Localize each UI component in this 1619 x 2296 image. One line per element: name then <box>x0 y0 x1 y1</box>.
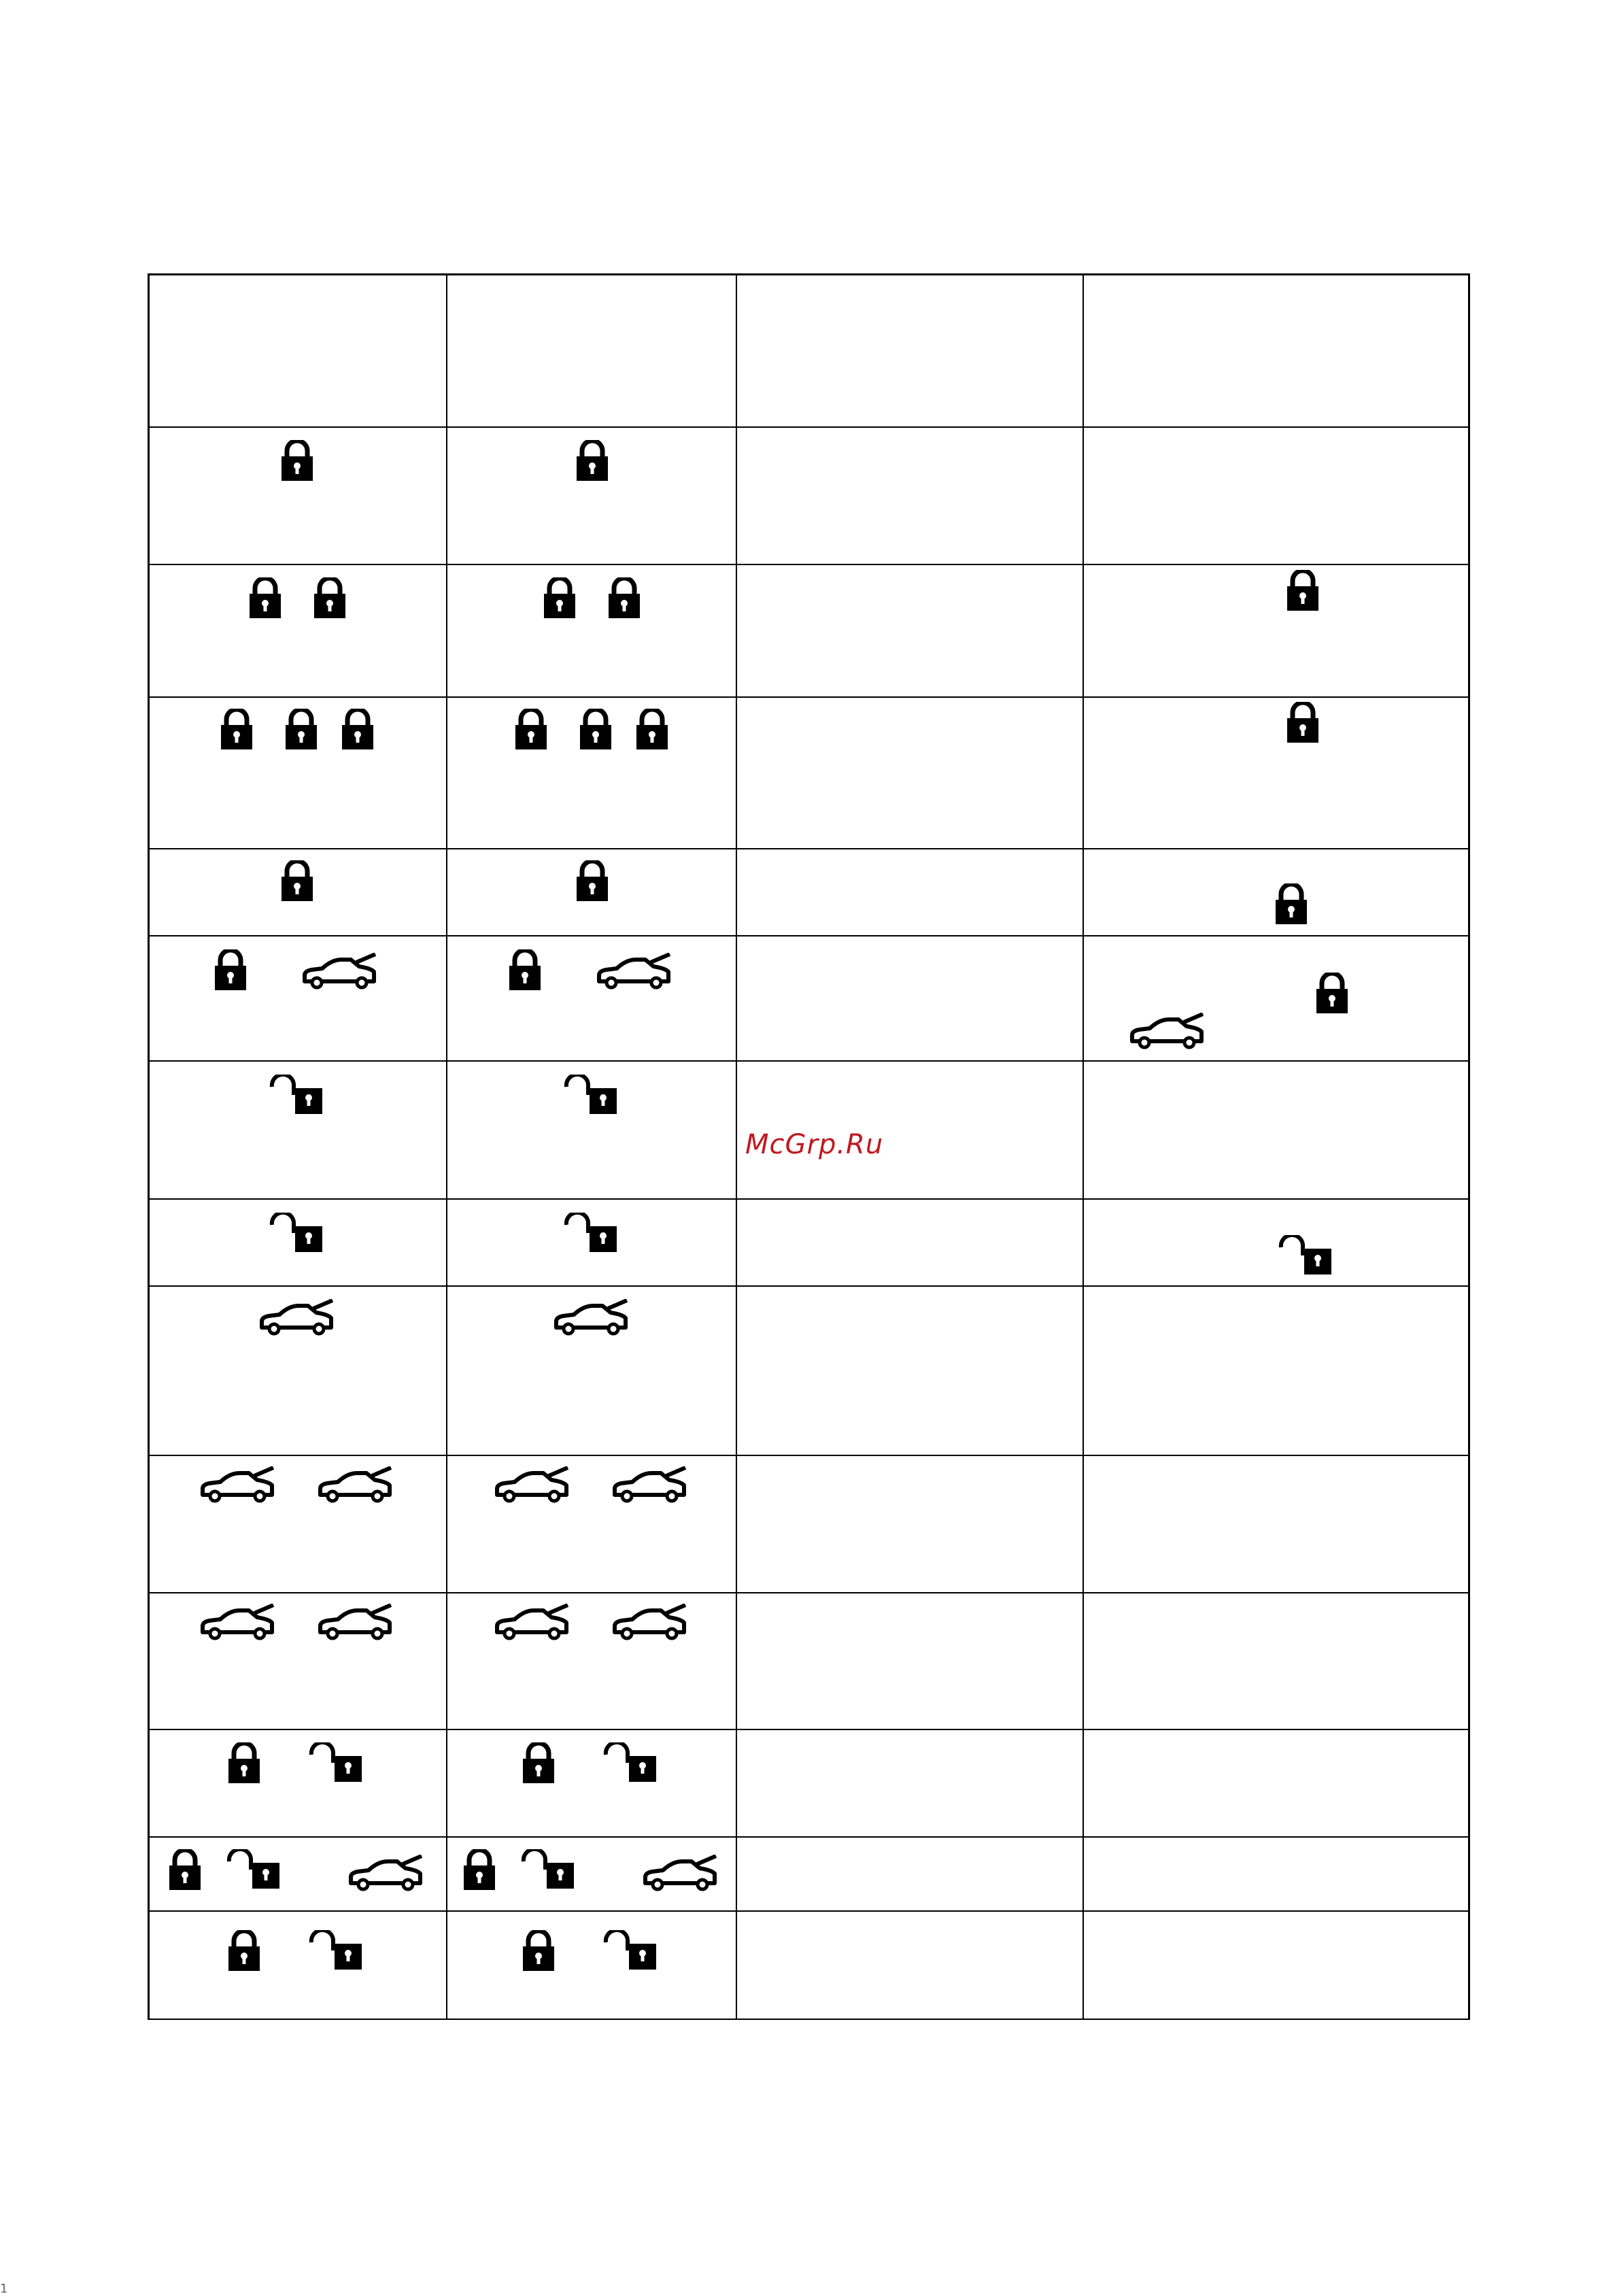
car-trunk-icon <box>302 953 379 991</box>
unlock-icon <box>1278 1235 1334 1276</box>
lock-icon <box>221 709 252 749</box>
lock-icon <box>609 577 640 618</box>
row-divider <box>148 1285 1470 1287</box>
table-border-left <box>148 273 150 2020</box>
unlock-icon <box>521 1849 577 1890</box>
car-trunk-icon <box>643 1855 720 1893</box>
lock-icon <box>228 1930 260 1971</box>
lock-icon <box>1276 883 1307 924</box>
unlock-icon <box>564 1213 619 1253</box>
row-divider <box>148 1060 1470 1062</box>
car-trunk-icon <box>494 1604 572 1642</box>
unlock-icon <box>309 1930 364 1971</box>
car-trunk-icon <box>200 1604 277 1642</box>
row-divider <box>148 1729 1470 1730</box>
lock-icon <box>577 860 608 901</box>
row-divider <box>148 848 1470 849</box>
lock-icon <box>544 577 575 618</box>
car-trunk-icon <box>318 1466 395 1504</box>
lock-icon <box>314 577 345 618</box>
lock-icon <box>250 577 281 618</box>
lock-icon <box>228 1742 260 1783</box>
row-divider <box>148 935 1470 936</box>
car-trunk-icon <box>612 1604 689 1642</box>
car-trunk-icon <box>348 1855 426 1893</box>
unlock-icon <box>603 1742 659 1783</box>
unlock-icon <box>564 1075 619 1115</box>
row-divider <box>148 1836 1470 1838</box>
car-trunk-icon <box>612 1466 689 1504</box>
unlock-icon <box>603 1930 659 1971</box>
lock-icon <box>342 709 373 749</box>
lock-icon <box>515 709 547 749</box>
car-trunk-icon <box>553 1299 631 1337</box>
table-border-bottom <box>148 2019 1470 2020</box>
lock-icon <box>580 709 611 749</box>
lock-icon <box>286 709 317 749</box>
page-footer-mark: 1 <box>0 2282 8 2296</box>
lock-icon <box>1316 973 1348 1013</box>
unlock-icon <box>226 1849 282 1890</box>
row-divider <box>148 1198 1470 1200</box>
lock-icon <box>169 1849 201 1890</box>
lock-icon <box>523 1742 554 1783</box>
car-trunk-icon <box>596 953 674 991</box>
lock-icon <box>523 1930 554 1971</box>
lock-icon <box>577 440 608 481</box>
table-border-top <box>148 273 1470 275</box>
unlock-icon <box>269 1213 325 1253</box>
lock-icon <box>215 949 246 990</box>
lock-icon <box>1287 702 1318 743</box>
lock-icon <box>509 949 541 990</box>
column-divider-3 <box>1083 273 1084 2020</box>
car-trunk-icon <box>318 1604 395 1642</box>
column-divider-1 <box>446 273 447 2020</box>
car-trunk-icon <box>1129 1013 1207 1051</box>
row-divider <box>148 426 1470 428</box>
lock-icon <box>282 440 313 481</box>
lock-icon <box>1287 570 1318 611</box>
car-trunk-icon <box>200 1466 277 1504</box>
car-trunk-icon <box>494 1466 572 1504</box>
unlock-icon <box>309 1742 364 1783</box>
row-divider <box>148 1455 1470 1456</box>
table-border-right <box>1468 273 1470 2020</box>
lock-icon <box>464 1849 495 1890</box>
row-divider <box>148 564 1470 565</box>
watermark-text: McGrp.Ru <box>745 1129 884 1160</box>
lock-icon <box>282 860 313 901</box>
unlock-icon <box>269 1075 325 1115</box>
column-divider-2 <box>736 273 737 2020</box>
car-trunk-icon <box>259 1299 337 1337</box>
row-divider <box>148 1910 1470 1912</box>
lock-icon <box>636 709 668 749</box>
row-divider <box>148 696 1470 698</box>
row-divider <box>148 1592 1470 1593</box>
